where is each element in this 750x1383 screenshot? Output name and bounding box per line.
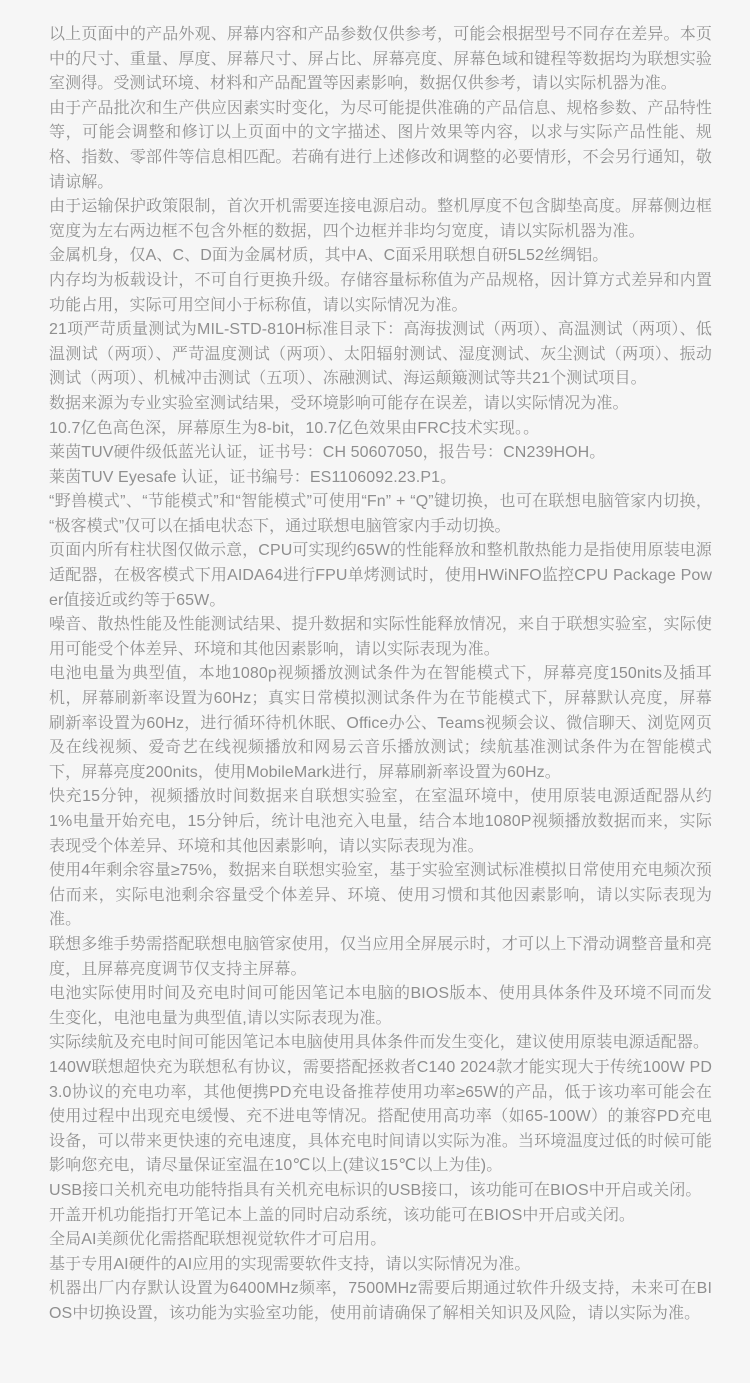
disclaimer-paragraph: 使用4年剩余容量≥75%，数据来自联想实验室，基于实验室测试标准模拟日常使用充电频次预估而来，实际电池剩余容量受个体差异、环境、使用习惯和其他因素影响，请以实际表现为准。 [49, 862, 712, 929]
disclaimer-paragraph: 数据来源为专业实验室测试结果，受环境影响可能存在误差，请以实际情况为准。 [49, 394, 629, 412]
disclaimer-paragraph: 金属机身，仅A、C、D面为金属材质，其中A、C面采用联想自研5L52丝绸铝。 [49, 247, 609, 265]
disclaimer-paragraph: 莱茵TUV硬件级低蓝光认证，证书号：CH 50607050，报告号：CN239HOH。 [49, 444, 606, 462]
disclaimer-paragraph: “野兽模式”、“节能模式”和“智能模式”可使用“Fn” + “Q”键切换，也可在联想电脑管家内切换，“极客模式”仅可以在插电状态下，通过联想电脑管家内手动切换。 [49, 493, 712, 535]
disclaimer-paragraph: 21项严苛质量测试为MIL-STD-810H标准目录下：高海拔测试（两项）、高温测试（两项）、低温测试（两项）、严苛温度测试（两项）、太阳辐射测试、湿度测试、灰尘测试（两项）、振动测试（两项）、机械冲击测试（五项）、冻融测试、海运颠簸测试等共21个测试项目。 [49, 321, 712, 388]
disclaimer-paragraph: 140W联想超快充为联想私有协议，需要搭配拯救者C140 2024款才能实现大于传统100W PD 3.0协议的充电功率，其他便携PD充电设备推荐使用功率≥65W的产品，低于该功率可能会在使用过程中出现充电缓慢、充不进电等情况。搭配使用高功率（如65-100W）的兼容PD充电设备，可以带来更快速的充电速度，具体充电时间请以实际为准。当环境温度过低的时候可能影响您充电，请尽量保证室温在10℃以上(建议15℃以上为佳)。 [49, 1058, 712, 1175]
disclaimer-paragraph: 电池电量为典型值，本地1080p视频播放测试条件为在智能模式下，屏幕亮度150nits及插耳机，屏幕刷新率设置为60Hz；真实日常模拟测试条件为在节能模式下，屏幕默认亮度，屏幕刷新率设置为60Hz，进行循环待机休眠、Office办公、Teams视频会议、微信聊天、浏览网页及在线视频、爱奇艺在线视频播放和网易云音乐播放测试；续航基准测试条件为在智能模式下，屏幕亮度200nits，使用MobileMark进行，屏幕刷新率设置为60Hz。 [49, 665, 712, 781]
disclaimer-paragraph: 页面内所有柱状图仅做示意，CPU可实现约65W的性能释放和整机散热能力是指使用原装电源适配器，在极客模式下用AIDA64进行FPU单烤测试时，使用HWiNFO监控CPU Package Power值接近或约等于65W。 [49, 542, 712, 609]
disclaimer-text [49, 23, 712, 1326]
disclaimer-paragraph: 快充15分钟，视频播放时间数据来自联想实验室，在室温环境中，使用原装电源适配器从约1%电量开始充电，15分钟后，统计电池充入电量，结合本地1080P视频播放数据而来，实际表现受个体差异、环境和其他因素影响，请以实际表现为准。 [49, 788, 712, 855]
disclaimer-paragraph: 内存均为板载设计，不可自行更换升级。存储容量标称值为产品规格，因计算方式差异和内置功能占用，实际可用空间小于标称值，请以实际情况为准。 [49, 271, 712, 314]
disclaimer-paragraph: 以上页面中的产品外观、屏幕内容和产品参数仅供参考，可能会根据型号不同存在差异。本页中的尺寸、重量、厚度、屏幕尺寸、屏占比、屏幕亮度、屏幕色域和键程等数据均为联想实验室测得。受测试环境、材料和产品配置等因素影响，数据仅供参考，请以实际机器为准。 [49, 26, 712, 93]
disclaimer-paragraph: 基于专用AI硬件的AI应用的实现需要软件支持，请以实际情况为准。 [49, 1255, 531, 1273]
disclaimer-paragraph: 开盖开机功能指打开笔记本上盖的同时启动系统，该功能可在BIOS中开启或关闭。 [49, 1206, 636, 1224]
disclaimer-paragraph: 由于产品批次和生产供应因素实时变化，为尽可能提供准确的产品信息、规格参数、产品特性等，可能会调整和修订以上页面中的文字描述、图片效果等内容，以求与实际产品性能、规格、指数、零部件等信息相匹配。若确有进行上述修改和调整的必要情形，不会另行通知，敬请谅解。 [49, 99, 712, 191]
disclaimer-paragraph: 机器出厂内存默认设置为6400MHz频率，7500MHz需要后期通过软件升级支持，未来可在BIOS中切换设置，该功能为实验室功能，使用前请确保了解相关知识及风险，请以实际为准。 [49, 1280, 712, 1322]
disclaimer-paragraph: 全局AI美颜优化需搭配联想视觉软件才可启用。 [49, 1231, 387, 1249]
disclaimer-paragraph: 电池实际使用时间及充电时间可能因笔记本电脑的BIOS版本、使用具体条件及环境不同而发生变化，电池电量为典型值,请以实际表现为准。 [49, 985, 712, 1027]
disclaimer-paragraph: 莱茵TUV Eyesafe 认证，证书编号：ES1106092.23.P1。 [49, 468, 457, 486]
disclaimer-paragraph: 由于运输保护政策限制，首次开机需要连接电源启动。整机厚度不包含脚垫高度。屏幕侧边框宽度为左右两边框不包含外框的数据，四个边框并非均匀宽度，请以实际机器为准。 [49, 198, 712, 240]
disclaimer-paragraph: 10.7亿色高色深，屏幕原生为8-bit，10.7亿色效果由FRC技术实现。。 [49, 419, 540, 437]
disclaimer-paragraph: 噪音、散热性能及性能测试结果、提升数据和实际性能释放情况，来自于联想实验室，实际使用可能受个体差异、环境和其他因素影响，请以实际表现为准。 [49, 616, 712, 658]
disclaimer-paragraph: 联想多维手势需搭配联想电脑管家使用，仅当应用全屏展示时，才可以上下滑动调整音量和亮度，且屏幕亮度调节仅支持主屏幕。 [49, 935, 712, 978]
disclaimer-paragraph: USB接口关机充电功能特指具有关机充电标识的USB接口，该功能可在BIOS中开启或关闭。 [49, 1181, 702, 1199]
disclaimer-paragraph: 实际续航及充电时间可能因笔记本电脑使用具体条件而发生变化，建议使用原装电源适配器。 [49, 1034, 710, 1052]
